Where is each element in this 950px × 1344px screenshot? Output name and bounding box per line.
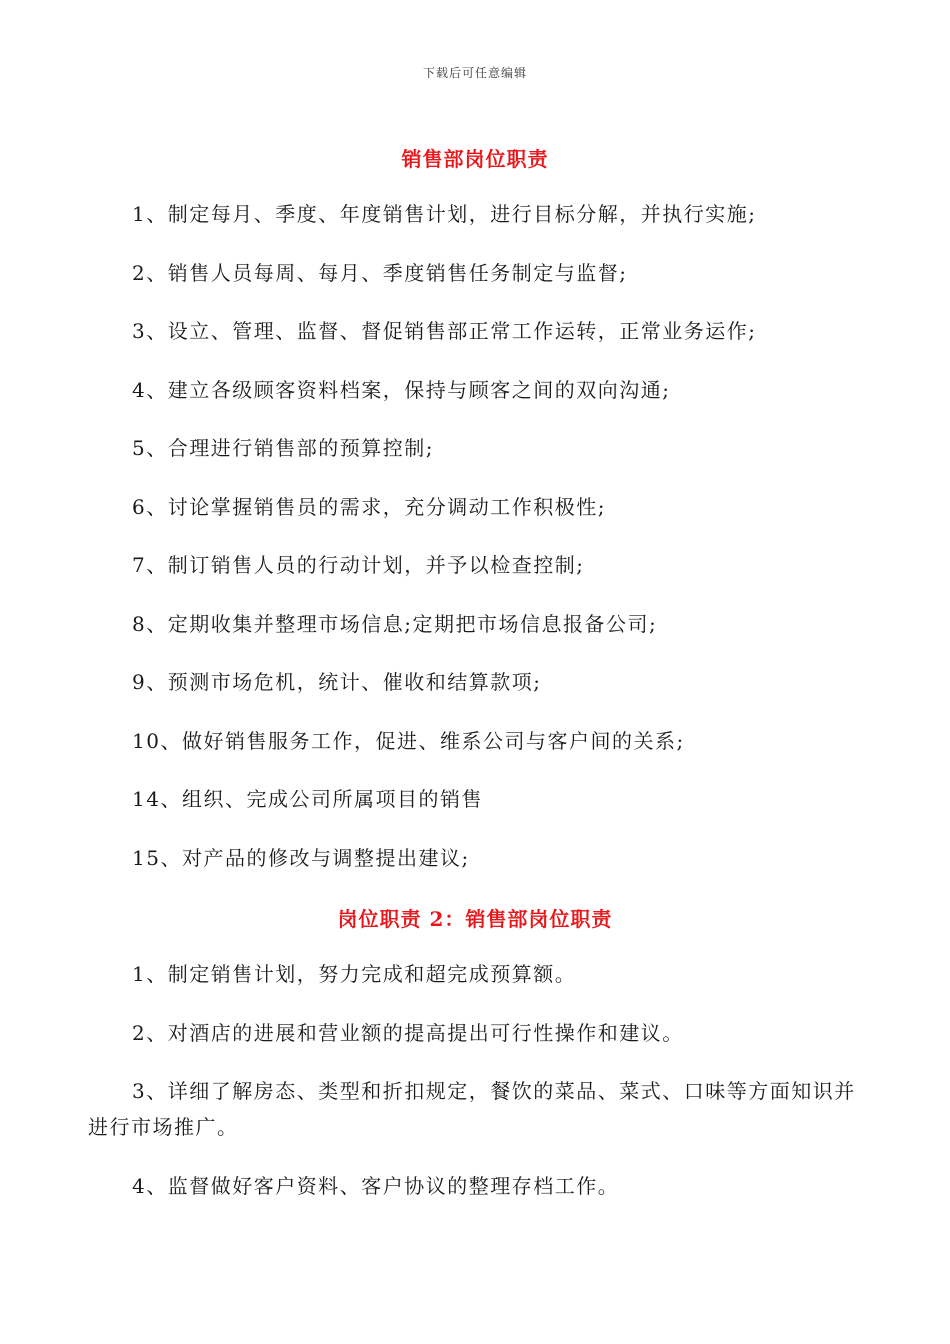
list-item: 5、合理进行销售部的预算控制;: [132, 436, 434, 460]
list-item: 4、监督做好客户资料、客户协议的整理存档工作。: [132, 1174, 620, 1198]
list-item: 2、销售人员每周、每月、季度销售任务制定与监督;: [132, 261, 628, 285]
list-item: 3、设立、管理、监督、督促销售部正常工作运转，正常业务运作;: [132, 319, 757, 343]
list-item: 9、预测市场危机，统计、催收和结算款项;: [132, 670, 542, 694]
list-item: 15、对产品的修改与调整提出建议;: [132, 846, 470, 870]
section-title-1: 销售部岗位职责: [401, 147, 549, 171]
list-item: 1、制定每月、季度、年度销售计划，进行目标分解，并执行实施;: [132, 202, 757, 226]
list-item: 8、定期收集并整理市场信息;定期把市场信息报备公司;: [132, 612, 658, 636]
section-title-2: 岗位职责 2：销售部岗位职责: [337, 907, 613, 931]
list-item: 1、制定销售计划，努力完成和超完成预算额。: [132, 962, 577, 986]
list-item: 10、做好销售服务工作，促进、维系公司与客户间的关系;: [132, 729, 685, 753]
header-note: 下载后可任意编辑: [422, 66, 527, 80]
list-item: 14、组织、完成公司所属项目的销售: [132, 787, 483, 811]
list-item: 4、建立各级顾客资料档案，保持与顾客之间的双向沟通;: [132, 378, 671, 402]
list-item: 2、对酒店的进展和营业额的提高提出可行性操作和建议。: [132, 1021, 684, 1045]
list-item: 6、讨论掌握销售员的需求，充分调动工作积极性;: [132, 495, 606, 519]
list-item: 3、详细了解房态、类型和折扣规定，餐饮的菜品、菜式、口味等方面知识并进行市场推广。: [88, 1079, 856, 1139]
list-item: 7、制订销售人员的行动计划，并予以检查控制;: [132, 553, 585, 577]
